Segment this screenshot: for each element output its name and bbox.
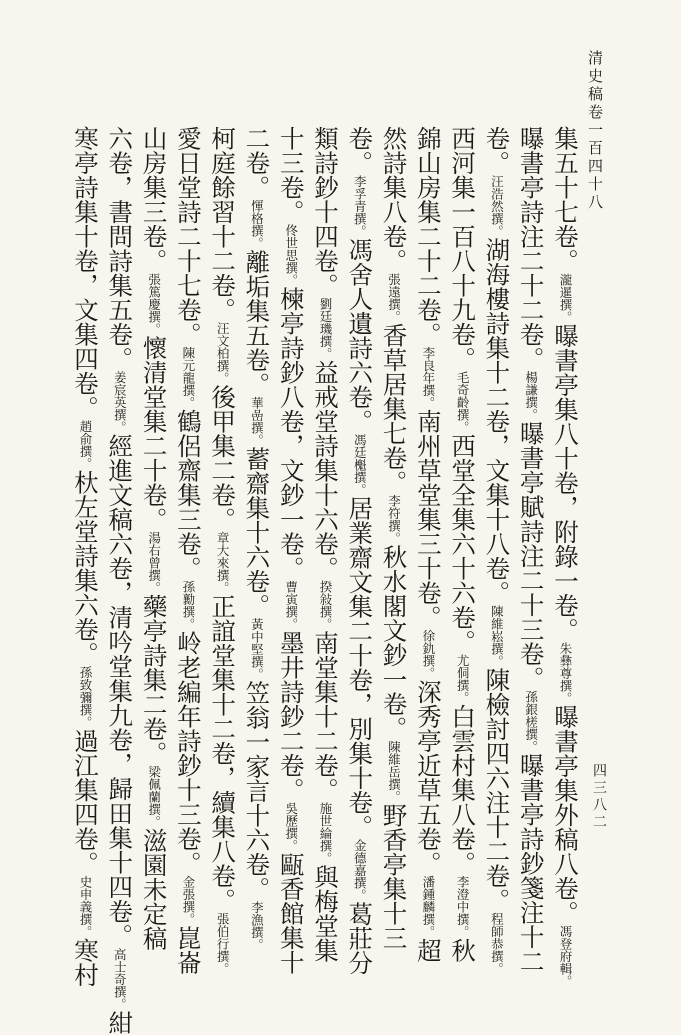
- author-note: 金德嘉撰。: [352, 839, 367, 902]
- text-column: [68, 126, 102, 968]
- author-note: 李良年撰。: [421, 347, 436, 410]
- author-note: 李符撰。: [387, 495, 402, 545]
- author-note: 金張撰。: [181, 876, 196, 926]
- title-text: 過江集四卷。: [71, 729, 100, 876]
- author-note: 趙俞撰。: [78, 420, 93, 470]
- title-text: 西堂全集六十六卷。: [448, 434, 477, 655]
- text-column: [102, 126, 136, 968]
- title-text: 益戒堂詩集十六卷。: [311, 360, 340, 581]
- title-text: 藥亭詩集二卷。: [140, 594, 169, 766]
- title-text: 陳檢討四六注十二卷。: [482, 668, 511, 913]
- text-columns: [68, 126, 582, 968]
- title-text: 集五十七卷。: [551, 126, 580, 261]
- text-column: [377, 126, 411, 968]
- title-text: 崑崙: [174, 926, 203, 975]
- author-note: 孫勷撰。: [181, 581, 196, 631]
- author-note: 曹寅撰。: [284, 581, 299, 631]
- text-column: [514, 126, 548, 968]
- author-note: 史申義撰。: [78, 876, 93, 939]
- title-text: 墨井詩鈔二卷。: [277, 631, 306, 803]
- text-column: [205, 126, 239, 968]
- author-note: 李漁撰。: [249, 901, 264, 951]
- title-text: 寒村: [71, 938, 100, 987]
- title-text: 鶴侶齋集三卷。: [174, 409, 203, 581]
- title-text: 山房集三卷。: [140, 126, 169, 273]
- title-text: 甌香館集十: [277, 852, 306, 975]
- author-note: 施世綸撰。: [318, 802, 333, 865]
- title-text: 類詩鈔十四卷。: [311, 126, 340, 298]
- title-text: 後甲集二卷。: [208, 385, 237, 532]
- author-note: 姜宸英撰。: [112, 371, 127, 434]
- author-note: 李孚青撰。: [352, 175, 367, 238]
- title-text: 湖海樓詩集十二卷，文集十八卷。: [482, 238, 511, 606]
- title-text: 十三卷。: [277, 126, 306, 224]
- title-text: 與梅堂集: [311, 865, 340, 963]
- title-text: 曝書亭集外稿八卷。: [551, 704, 580, 925]
- text-column: [548, 126, 582, 968]
- title-text: 深秀亭近草五卷。: [414, 680, 443, 876]
- title-text: 野香亭集十三: [380, 803, 409, 950]
- title-text: 岭老編年詩鈔十三卷。: [174, 631, 203, 876]
- author-note: 梁佩蘭撰。: [147, 766, 162, 829]
- text-column: [445, 126, 479, 968]
- title-text: 曝書亭賦詩注二十三卷。: [517, 421, 546, 691]
- title-text: 愛日堂詩二十七卷。: [174, 126, 203, 347]
- author-note: 高士奇撰。: [112, 948, 127, 1011]
- title-text: 曝書亭詩鈔箋注十二: [517, 753, 546, 974]
- author-note: 惲格撰。: [249, 200, 264, 250]
- title-text: 錦山房集二十二卷。: [414, 126, 443, 347]
- author-note: 張篤慶撰。: [147, 273, 162, 336]
- page-number: 四三八二: [592, 763, 606, 831]
- title-text: 白雲村集八卷。: [448, 704, 477, 876]
- running-header-title: 清史稿卷一百四十八: [587, 50, 602, 212]
- author-note: 汪文柏撰。: [215, 322, 230, 385]
- title-text: 懷清堂集二十卷。: [140, 336, 169, 532]
- text-column: [137, 126, 171, 968]
- title-text: 香草居集七卷。: [380, 323, 409, 495]
- title-text: 滋園未定稿: [140, 828, 169, 951]
- text-column: [308, 126, 342, 968]
- author-note: 陳維崧撰。: [489, 605, 504, 668]
- title-text: 正誼堂集十二卷，續集八卷。: [208, 594, 237, 913]
- title-text: 杕左堂詩集六卷。: [71, 470, 100, 666]
- title-text: 經進文稿六卷，清吟堂集九卷，歸田集十四卷。: [105, 434, 134, 949]
- title-text: 然詩集八卷。: [380, 126, 409, 273]
- title-text: 卷。: [345, 126, 374, 175]
- text-column: [411, 126, 445, 968]
- title-text: 紺: [105, 1011, 134, 1035]
- author-note: 馮廷櫆撰。: [352, 434, 367, 497]
- title-text: 南堂集十二卷。: [311, 631, 340, 803]
- author-note: 李澄中撰。: [455, 876, 470, 939]
- author-note: 尤侗撰。: [455, 654, 470, 704]
- title-text: 離垢集五卷。: [242, 250, 271, 397]
- author-note: 吳歷撰。: [284, 802, 299, 852]
- title-text: 柯庭餘習十二卷。: [208, 126, 237, 322]
- title-text: 南州草堂集三十卷。: [414, 409, 443, 630]
- author-note: 潘鍾麟撰。: [421, 876, 436, 939]
- author-note: 陳維岳撰。: [387, 741, 402, 804]
- author-note: 孫銀槎撰。: [524, 691, 539, 754]
- author-note: 楊謙撰。: [524, 371, 539, 421]
- author-note: 黃中堅撰。: [249, 618, 264, 681]
- author-note: 佟世思撰。: [284, 224, 299, 287]
- title-text: 馮舍人遺詩六卷。: [345, 238, 374, 434]
- author-note: 孫致彌撰。: [78, 666, 93, 729]
- author-note: 徐釚撰。: [421, 630, 436, 680]
- title-text: 秋水閣文鈔一卷。: [380, 545, 409, 741]
- title-text: 西河集一百八十九卷。: [448, 126, 477, 371]
- text-column: [479, 126, 513, 968]
- author-note: 汪浩然撰。: [489, 175, 504, 238]
- author-note: 張伯行撰。: [215, 913, 230, 976]
- author-note: 張遠撰。: [387, 273, 402, 323]
- author-note: 章大來撰。: [215, 532, 230, 595]
- author-note: 程師恭撰。: [489, 913, 504, 976]
- author-note: 揆敍撰。: [318, 581, 333, 631]
- title-text: 六卷，書問詩集五卷。: [105, 126, 134, 371]
- title-text: 卷。: [482, 126, 511, 175]
- text-column: [274, 126, 308, 968]
- author-note: 朱彝尊撰。: [558, 642, 573, 705]
- text-column: [239, 126, 273, 968]
- author-note: 湯右曾撰。: [147, 532, 162, 595]
- title-text: 居業齋文集二十卷，別集十卷。: [345, 496, 374, 839]
- title-text: 超: [414, 938, 443, 963]
- title-text: 寒亭詩集十卷，文集四卷。: [71, 126, 100, 420]
- text-column: [171, 126, 205, 968]
- title-text: 笠翁一家言十六卷。: [242, 681, 271, 902]
- title-text: 蓄齋集十六卷。: [242, 447, 271, 619]
- author-note: 華嵒撰。: [249, 397, 264, 447]
- author-note: 馮登府輯。: [558, 925, 573, 988]
- title-text: 二卷。: [242, 126, 271, 200]
- author-note: 瀧暹撰。: [558, 261, 573, 324]
- title-text: 秋: [448, 938, 477, 963]
- text-column: [342, 126, 376, 968]
- title-text: 曝書亭詩注二十二卷。: [517, 126, 546, 371]
- title-text: 葛莊分: [345, 902, 374, 976]
- author-note: 劉廷璣撰。: [318, 298, 333, 361]
- author-note: 陳元龍撰。: [181, 347, 196, 410]
- title-text: 曝書亭集八十卷，附錄一卷。: [551, 323, 580, 642]
- title-text: 楝亭詩鈔八卷，文鈔一卷。: [277, 287, 306, 581]
- author-note: 毛奇齡撰。: [455, 371, 470, 434]
